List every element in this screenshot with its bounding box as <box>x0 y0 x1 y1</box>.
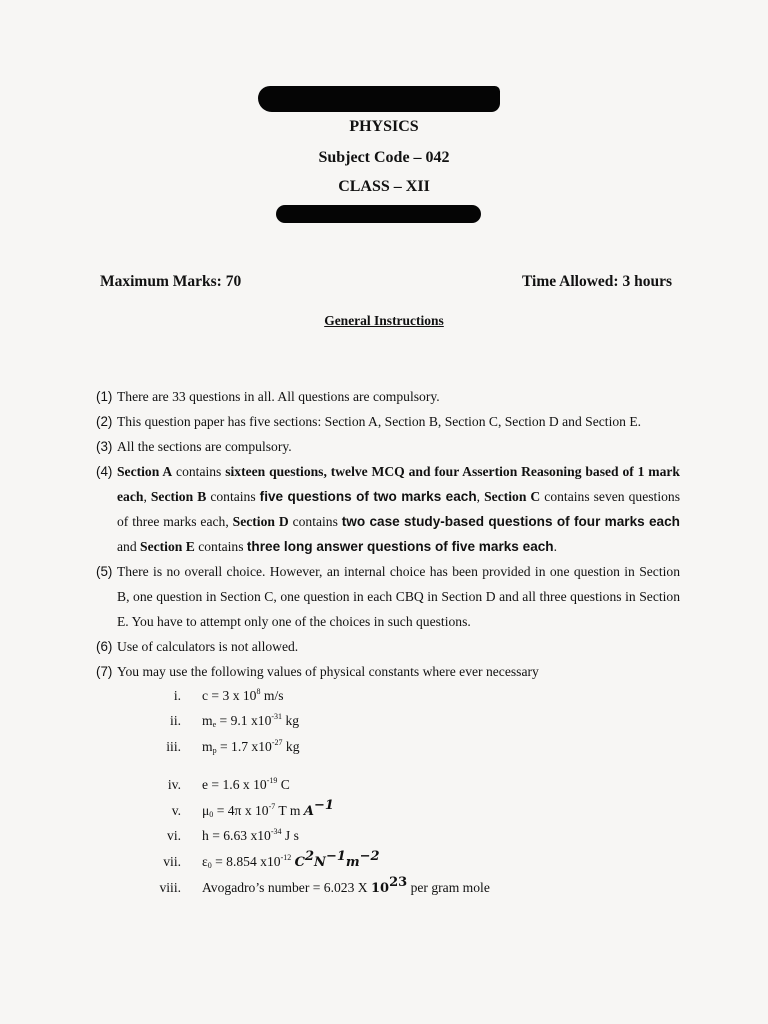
instruction-text <box>117 459 680 559</box>
text-run: = 4π x 10 <box>213 803 269 818</box>
instruction-number: (1) <box>96 389 113 404</box>
text-run: . <box>553 539 558 554</box>
time-allowed: Time Allowed: 3 hours <box>522 273 672 290</box>
text-run: kg <box>282 713 300 728</box>
section-a-detail: sixteen questions, twelve MCQ and four Assertion Reasoning based of 1 mark each <box>117 464 680 504</box>
math-superscript: 23 <box>389 875 408 890</box>
constant-row-2 <box>145 712 300 729</box>
math-superscript: 2 <box>305 849 315 864</box>
instruction-3 <box>96 434 680 459</box>
instruction-1 <box>96 384 680 409</box>
redaction-bar-middle <box>276 205 481 223</box>
math-symbol: A <box>303 804 314 819</box>
constant-numeral: iii. <box>166 739 181 754</box>
instructions-list <box>96 384 680 684</box>
subject-code: Subject Code – 042 <box>318 149 450 166</box>
text-run: c = 3 x 10 <box>202 688 257 703</box>
class-label: CLASS – XII <box>338 178 430 195</box>
math-symbol: 10 <box>371 881 390 896</box>
instruction-2 <box>96 409 680 434</box>
instruction-text: Use of calculators is not allowed. <box>117 639 299 654</box>
instruction-number: (6) <box>96 639 113 654</box>
instruction-number: (5) <box>96 564 113 579</box>
maximum-marks: Maximum Marks: 70 <box>100 273 242 290</box>
text-run: e = 1.6 x 10 <box>202 777 267 792</box>
section-a-label: Section A <box>117 464 173 479</box>
instruction-text: All the sections are compulsory. <box>117 439 292 454</box>
constant-value <box>202 828 299 844</box>
text-run: J s <box>281 828 299 843</box>
text-run: , <box>476 489 485 504</box>
text-run: kg <box>282 739 300 754</box>
superscript: -34 <box>270 827 282 836</box>
constant-value <box>202 875 490 896</box>
section-b-detail: five questions of two marks each <box>259 489 477 504</box>
superscript: -12 <box>280 853 292 862</box>
math-symbol: N <box>314 855 326 870</box>
constant-numeral: vii. <box>163 854 181 869</box>
math-superscript: −1 <box>325 849 346 864</box>
subscript: e <box>212 720 217 729</box>
instruction-text: There are 33 questions in all. All questions are compulsory. <box>117 389 440 404</box>
text-run: per gram mole <box>407 880 490 895</box>
constant-numeral: ii. <box>170 713 181 728</box>
instruction-6 <box>96 634 680 659</box>
text-run: = 1.7 x10 <box>216 739 272 754</box>
constant-value <box>202 713 299 729</box>
math-superscript: −2 <box>359 849 380 864</box>
subject-title: PHYSICS <box>349 118 419 135</box>
instruction-4 <box>96 459 680 559</box>
section-d-detail: two case study-based questions of four marks each <box>341 514 680 529</box>
instruction-text: This question paper has five sections: Section A, Section B, Section C, Section D and Section E. <box>117 414 642 429</box>
text-run: ε <box>202 854 208 869</box>
constant-value <box>202 849 380 870</box>
subscript: p <box>212 746 217 755</box>
text-run: and <box>117 539 141 554</box>
text-run: Avogadro’s number = 6.023 X <box>202 880 372 895</box>
instruction-7 <box>96 659 680 684</box>
constant-row-7 <box>145 849 380 870</box>
subscript: 0 <box>209 810 214 819</box>
superscript: -7 <box>268 802 276 811</box>
constant-numeral: vi. <box>167 828 181 843</box>
constant-value <box>202 777 290 793</box>
text-run: μ <box>202 803 210 818</box>
constant-numeral: viii. <box>159 880 181 895</box>
text-run: C <box>277 777 290 792</box>
constant-row-3 <box>145 738 300 755</box>
redaction-bar-top <box>258 86 500 112</box>
text-run: contains <box>206 489 260 504</box>
instruction-5 <box>96 559 680 634</box>
constant-value <box>202 798 334 819</box>
superscript: -27 <box>271 738 283 747</box>
section-e-label: Section E <box>140 539 195 554</box>
text-run: h = 6.63 x10 <box>202 828 271 843</box>
section-d-label: Section D <box>232 514 289 529</box>
instruction-number: (2) <box>96 414 113 429</box>
text-run: m/s <box>260 688 284 703</box>
text-run: , <box>143 489 151 504</box>
text-run: contains <box>194 539 247 554</box>
instruction-number: (3) <box>96 439 113 454</box>
instruction-number: (7) <box>96 664 113 679</box>
section-c-label: Section C <box>484 489 541 504</box>
math-symbol: C <box>294 855 305 870</box>
text-run: = 8.854 x10 <box>211 854 281 869</box>
text-run: m <box>202 739 213 754</box>
math-symbol: m <box>345 855 360 870</box>
constant-row-6 <box>145 827 299 844</box>
constant-numeral: i. <box>173 688 181 703</box>
constant-value <box>202 688 284 704</box>
instruction-text: There is no overall choice. However, an internal choice has been provided in one question in Section B, one question in Section C, one question in each CBQ in Section D and all three questions in Section E. You have to attempt only one of the choices in such questions. <box>117 564 680 629</box>
superscript: -31 <box>271 712 283 721</box>
superscript: -19 <box>266 776 278 785</box>
section-e-detail: three long answer questions of five marks each <box>246 539 554 554</box>
text-run: T m <box>275 803 304 818</box>
constant-numeral: v. <box>171 803 181 818</box>
constant-numeral: iv. <box>167 777 181 792</box>
instruction-number: (4) <box>96 464 113 479</box>
constant-row-8 <box>145 875 490 896</box>
constant-row-1 <box>145 687 284 704</box>
subscript: 0 <box>207 861 212 870</box>
text-run: contains <box>172 464 226 479</box>
superscript: 8 <box>256 687 261 696</box>
instruction-text: You may use the following values of physical constants where ever necessary <box>117 664 539 679</box>
section-b-label: Section B <box>150 489 207 504</box>
text-run: = 9.1 x10 <box>216 713 272 728</box>
constant-value <box>202 739 300 755</box>
text-run: contains seven questions of three marks each, <box>117 489 680 529</box>
text-run: contains <box>288 514 342 529</box>
math-superscript: −1 <box>313 798 334 813</box>
constant-row-4 <box>145 776 290 793</box>
text-run: m <box>202 713 213 728</box>
general-instructions-heading: General Instructions <box>324 313 444 328</box>
